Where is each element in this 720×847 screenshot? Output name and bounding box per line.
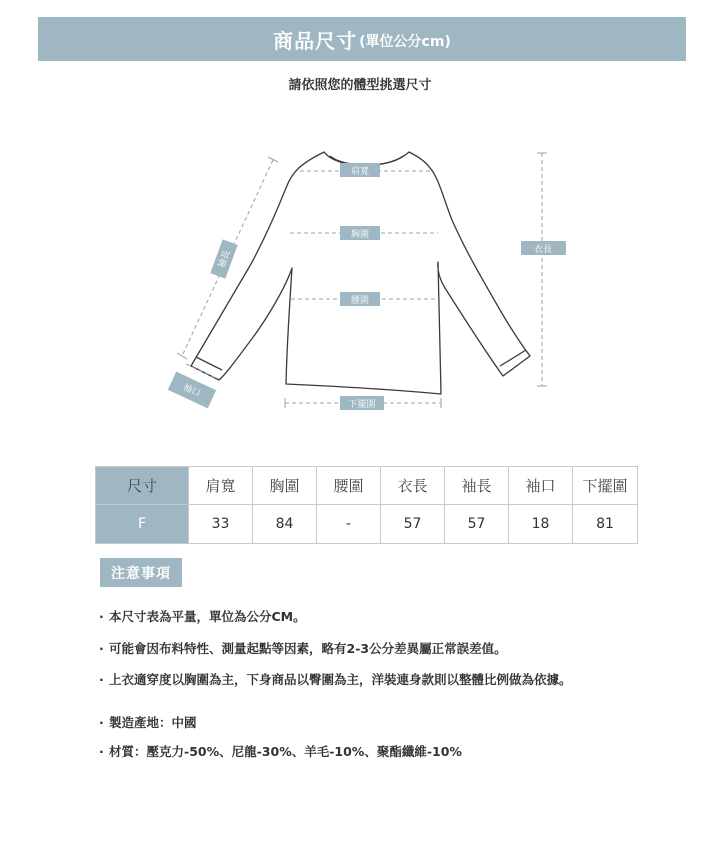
table-header-cell: 袖長 (445, 467, 509, 505)
table-header-cell: 尺寸 (96, 467, 189, 505)
note-text: 可能會因布料特性、測量起點等因素，略有2-3公分差異屬正常誤差值。 (109, 641, 507, 656)
table-header-row (96, 467, 638, 505)
shirt-outline (191, 152, 530, 394)
table-cell: 18 (509, 505, 573, 544)
list-item (99, 670, 572, 688)
table-header-cell: 下擺圍 (573, 467, 638, 505)
list-item (99, 742, 462, 760)
header-unit: (單位公分cm) (359, 34, 451, 50)
label-waist: 腰圍 (350, 296, 370, 306)
bullet-icon: · (99, 641, 104, 656)
table-header-cell: 胸圍 (253, 467, 317, 505)
list-item (99, 639, 507, 657)
note-text: 上衣適穿度以胸圍為主，下身商品以臀圍為主，洋裝連身款則以整體比例做為依據。 (109, 672, 572, 687)
note-text: 製造產地：中國 (109, 715, 197, 730)
label-chest: 胸圍 (350, 230, 370, 240)
table-header-cell: 肩寬 (189, 467, 253, 505)
bullet-icon: · (99, 672, 104, 687)
table-cell: - (317, 505, 381, 544)
size-table (95, 466, 638, 544)
label-hem: 下擺圍 (348, 400, 376, 410)
notice-title: 注意事項 (100, 558, 182, 587)
note-text: 本尺寸表為平量，單位為公分CM。 (109, 609, 306, 624)
table-cell: 84 (253, 505, 317, 544)
table-row (96, 505, 638, 544)
note-text: 材質：壓克力-50%、尼龍-30%、羊毛-10%、聚酯纖維-10% (109, 744, 462, 759)
bullet-icon: · (99, 715, 104, 730)
subtitle: 請依照您的體型挑選尺寸 (288, 78, 432, 93)
list-item (99, 607, 306, 625)
table-cell: 57 (381, 505, 445, 544)
list-item (99, 713, 197, 731)
table-header-cell: 衣長 (381, 467, 445, 505)
table-cell: 57 (445, 505, 509, 544)
table-header-cell: 袖口 (509, 467, 573, 505)
label-length: 衣長 (533, 245, 553, 255)
header-title: 商品尺寸 (273, 28, 358, 53)
label-sleeve: 袖長 (217, 249, 233, 270)
label-cuff: 袖口 (181, 382, 202, 400)
bullet-icon: · (99, 744, 104, 759)
left-cuff-line (196, 357, 222, 370)
right-cuff-line (500, 350, 526, 366)
bullet-icon: · (99, 609, 104, 624)
table-header-cell: 腰圍 (317, 467, 381, 505)
table-cell: 33 (189, 505, 253, 544)
table-cell: 81 (573, 505, 638, 544)
label-shoulder: 肩寬 (350, 167, 370, 177)
table-cell: F (96, 505, 189, 544)
